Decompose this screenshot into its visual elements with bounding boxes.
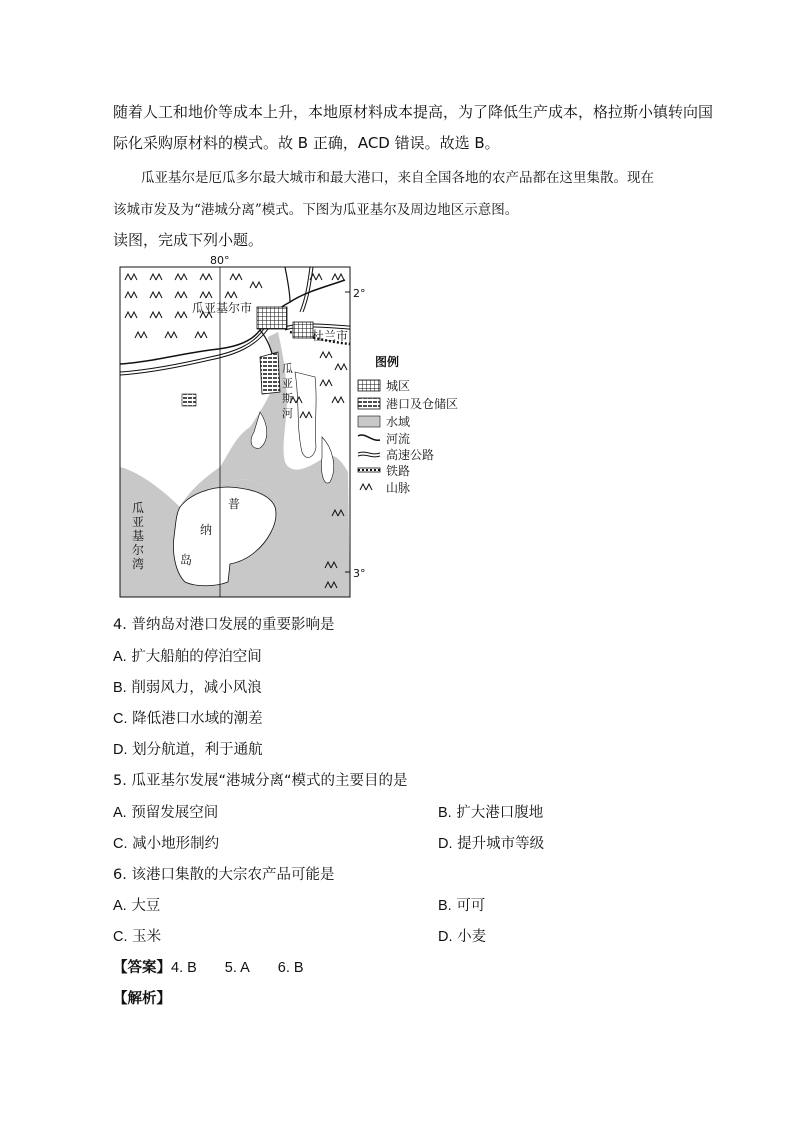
legend-label-3: 水域 — [386, 415, 411, 429]
q5-option-b[interactable] — [438, 801, 543, 822]
q6-option-c[interactable] — [113, 925, 161, 946]
legend-label-1: 城区 — [386, 379, 411, 393]
answer-item: 5. A — [224, 960, 250, 976]
west-settlement — [182, 394, 196, 406]
intro-line-2: 际化采购原材料的模式。故 B 正确，ACD 错误。故选 B。 — [113, 134, 500, 152]
gulf-char-3: 基 — [132, 529, 145, 543]
option-text: 预留发展空间 — [131, 805, 219, 821]
option-letter: C. — [113, 836, 128, 852]
answer-line — [113, 956, 304, 977]
railway-icon — [358, 468, 380, 472]
option-letter: B. — [438, 898, 452, 914]
gulf-char-5: 湾 — [132, 557, 145, 571]
analysis-label: 【解析】 — [113, 991, 171, 1007]
river-char-3: 斯 — [282, 392, 293, 405]
port-area — [260, 352, 280, 394]
q4-option-c[interactable] — [113, 707, 263, 728]
river-char-2: 亚 — [282, 377, 293, 390]
option-letter: A. — [113, 898, 127, 914]
option-letter: C. — [113, 929, 128, 945]
answer-item: 6. B — [277, 960, 304, 976]
q6-option-a[interactable] — [113, 894, 160, 915]
option-text: 扩大港口腹地 — [456, 805, 544, 821]
option-text: 小麦 — [457, 929, 487, 945]
option-text: 扩大船舶的停泊空间 — [131, 649, 262, 665]
legend-label-2: 港口及仓储区 — [386, 397, 459, 411]
option-text: 划分航道，利于通航 — [132, 742, 263, 758]
gulf-char-2: 亚 — [132, 515, 145, 529]
city-area-icon — [358, 380, 380, 391]
city-guayaquil-label: 瓜亚基尔市 — [192, 301, 253, 315]
city-duran-label: 杜兰市 — [312, 329, 349, 343]
island-char-2: 纳 — [200, 523, 213, 537]
instruction: 读图，完成下列小题。 — [113, 231, 264, 249]
q5-option-d[interactable] — [438, 832, 544, 853]
option-letter: A. — [113, 805, 127, 821]
question-4-stem: 4. 普纳岛对港口发展的重要影响是 — [113, 617, 335, 633]
q6-option-b[interactable] — [438, 894, 485, 915]
option-text: 大豆 — [131, 898, 161, 914]
port-storage-icon — [358, 398, 380, 409]
q4-option-a[interactable] — [113, 645, 262, 666]
option-letter: D. — [438, 836, 453, 852]
mountain-icon — [360, 484, 372, 490]
q4-option-b[interactable] — [113, 676, 262, 697]
option-letter: D. — [113, 742, 128, 758]
legend-label-5: 高速公路 — [386, 448, 435, 462]
material-line-1: 瓜亚基尔是厄瓜多尔最大城市和最大港口，来自全国各地的农产品都在这里集散。现在 — [141, 170, 654, 186]
option-text: 提升城市等级 — [457, 836, 545, 852]
option-text: 减小地形制约 — [132, 836, 220, 852]
question-6-stem: 6. 该港口集散的大宗农产品可能是 — [113, 867, 335, 883]
option-letter: D. — [438, 929, 453, 945]
option-letter: B. — [438, 805, 452, 821]
lon-label: 80° — [210, 254, 230, 267]
option-letter: A. — [113, 649, 127, 665]
island-char-3: 岛 — [180, 553, 193, 567]
gulf-char-4: 尔 — [132, 543, 145, 557]
option-text: 降低港口水域的潮差 — [132, 711, 263, 727]
q5-option-c[interactable] — [113, 832, 219, 853]
guayaquil-map — [110, 252, 480, 602]
legend-title: 图例 — [375, 355, 400, 369]
answer-label: 【答案】 — [113, 960, 171, 976]
option-text: 可可 — [456, 898, 486, 914]
lat-top-label: 2° — [353, 287, 366, 300]
gulf-char-1: 瓜 — [132, 501, 145, 515]
option-text: 削弱风力，减小风浪 — [131, 680, 262, 696]
highway-icon — [358, 452, 380, 457]
guayaquil-city-area — [257, 307, 287, 329]
duran-city-area — [293, 322, 313, 338]
question-5-stem: 5. 瓜亚基尔发展“港城分离“模式的主要目的是 — [113, 773, 408, 789]
lat-bottom-label: 3° — [353, 567, 366, 580]
water-icon — [358, 416, 380, 427]
option-text: 玉米 — [132, 929, 162, 945]
answer-item: 4. B — [171, 960, 197, 976]
intro-line-1: 随着人工和地价等成本上升，本地原材料成本提高，为了降低生产成本，格拉斯小镇转向国 — [113, 103, 714, 121]
legend-label-6: 铁路 — [386, 464, 411, 478]
option-letter: C. — [113, 711, 128, 727]
river-char-4: 河 — [282, 407, 293, 420]
material-line-2: 该城市发及为“港城分离”模式。下图为瓜亚基尔及周边地区示意图。 — [113, 202, 519, 218]
map-legend — [358, 354, 458, 495]
legend-label-7: 山脉 — [386, 481, 411, 495]
option-letter: B. — [113, 680, 127, 696]
river-char-1: 瓜 — [282, 362, 293, 375]
island-char-1: 普 — [228, 497, 241, 511]
legend-label-4: 河流 — [386, 432, 411, 446]
river-icon — [358, 435, 380, 440]
q4-option-d[interactable] — [113, 738, 263, 759]
q6-option-d[interactable] — [438, 925, 486, 946]
q5-option-a[interactable] — [113, 801, 218, 822]
